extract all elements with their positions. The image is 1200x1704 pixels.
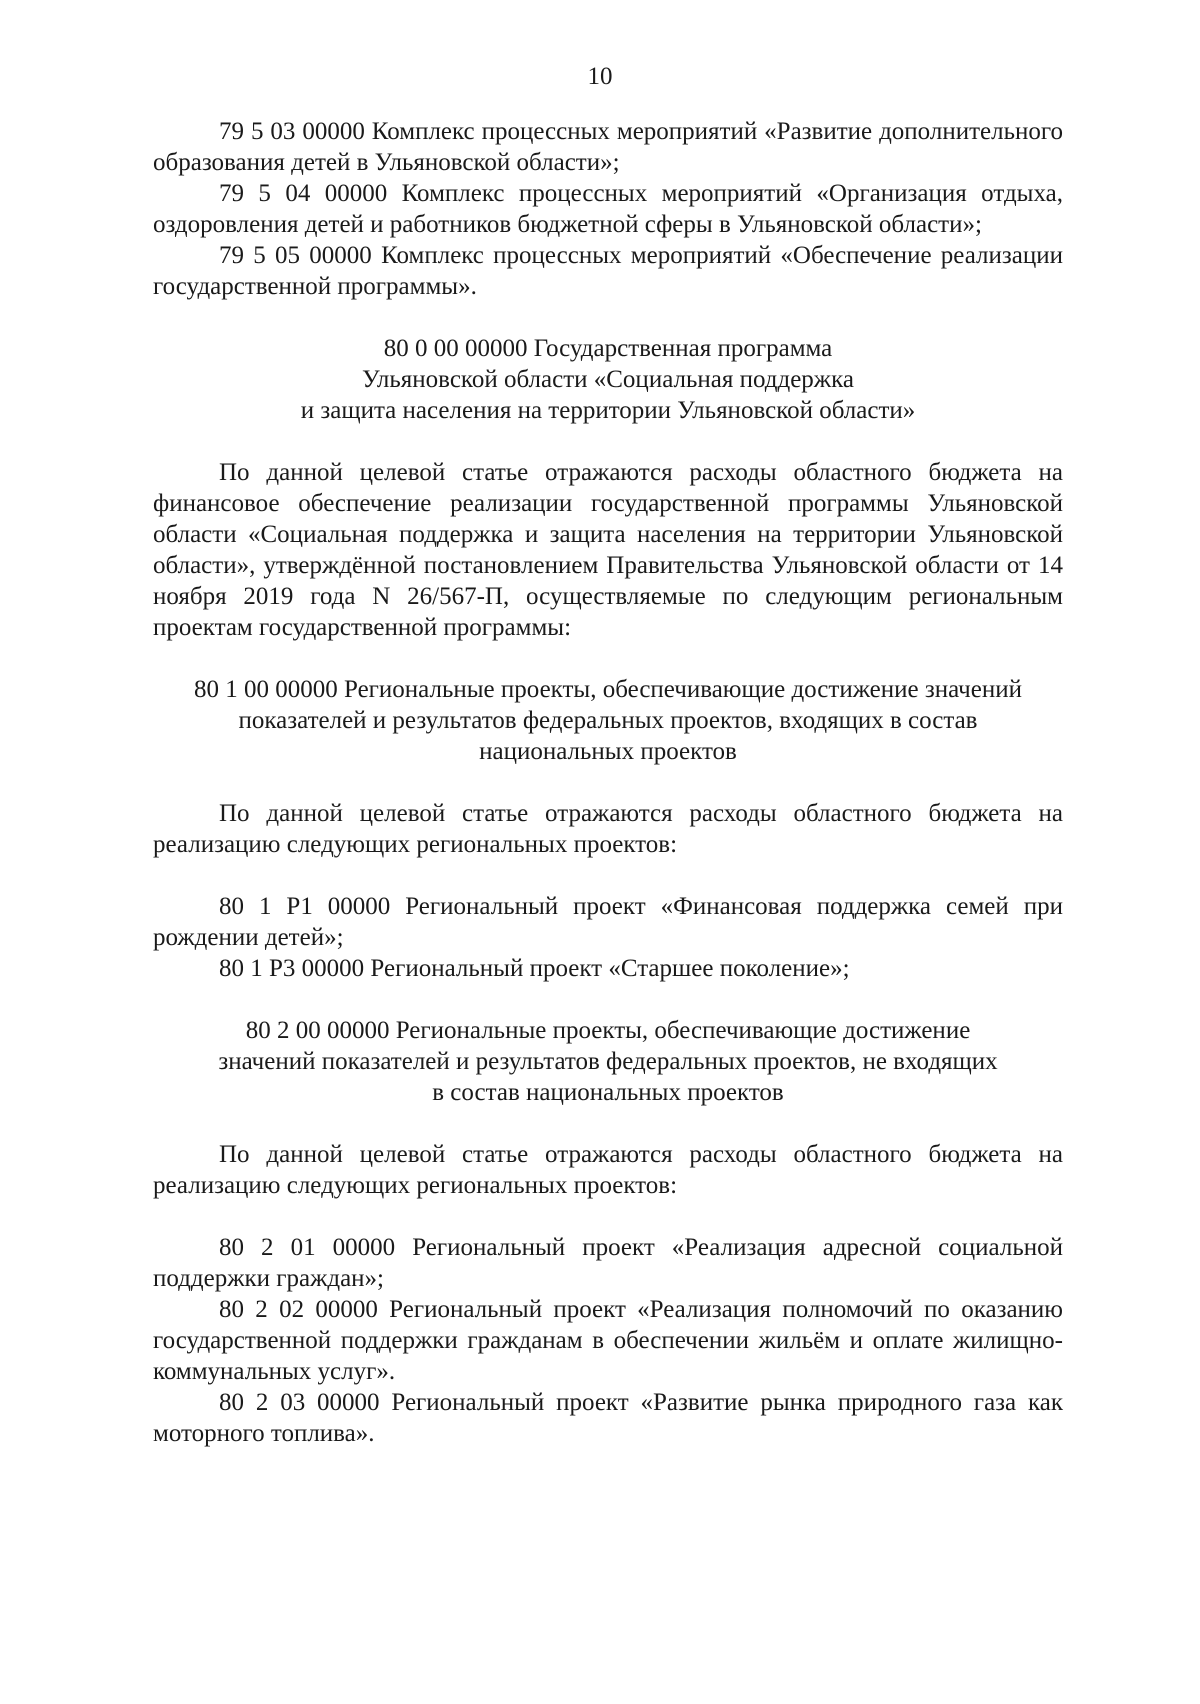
heading-80-1: [153, 674, 1063, 767]
page-number: 10: [587, 63, 613, 90]
heading-program-80: [153, 333, 1063, 426]
spacer: [153, 860, 1063, 891]
paragraph-80-1-p3: 80 1 P3 00000 Региональный проект «Старшее поколение»;: [219, 955, 850, 982]
paragraph-80-2-01: 80 2 01 00000 Региональный проект «Реализация адресной социальной поддержки граждан»;: [153, 1234, 1063, 1292]
heading-line: национальных проектов: [479, 738, 737, 765]
paragraph-79-5-05: 79 5 05 00000 Комплекс процессных мероприятий «Обеспечение реализации государственной программы».: [153, 242, 1063, 300]
heading-line: в состав национальных проектов: [432, 1079, 784, 1106]
paragraph-80-2-description: По данной целевой статье отражаются расходы областного бюджета на реализацию следующих региональных проектов:: [153, 1141, 1063, 1199]
paragraph-program-description: По данной целевой статье отражаются расходы областного бюджета на финансовое обеспечение реализации государственной программы Ульяновской области «Социальная поддержка и защита населения на территории Ульяновской области», утверждённой постановлением Правительства Ульяновской области от 14 ноября 2019 года N 26/567-П, осуществляемые по следующим региональным проектам государственной программы:: [153, 459, 1063, 641]
spacer: [153, 1108, 1063, 1139]
heading-line: 80 2 00 00000 Региональные проекты, обеспечивающие достижение: [245, 1017, 971, 1044]
spacer: [153, 984, 1063, 1015]
spacer: [153, 1201, 1063, 1232]
paragraph-79-5-04: 79 5 04 00000 Комплекс процессных мероприятий «Организация отдыха, оздоровления детей и работников бюджетной сферы в Ульяновской области»;: [153, 180, 1063, 238]
spacer: [153, 426, 1063, 457]
spacer: [153, 302, 1063, 333]
document-body: [153, 116, 1063, 1449]
spacer: [153, 643, 1063, 674]
paragraph-79-5-03: 79 5 03 00000 Комплекс процессных мероприятий «Развитие дополнительного образования детей в Ульяновской области»;: [153, 118, 1063, 176]
paragraph-80-1-p1: 80 1 P1 00000 Региональный проект «Финансовая поддержка семей при рождении детей»;: [153, 893, 1063, 951]
heading-line: Ульяновской области «Социальная поддержка: [362, 366, 854, 393]
spacer: [153, 767, 1063, 798]
paragraph-80-2-03: 80 2 03 00000 Региональный проект «Развитие рынка природного газа как моторного топлива».: [153, 1389, 1063, 1447]
heading-line: 80 0 00 00000 Государственная программа: [383, 335, 833, 362]
paragraph-80-1-description: По данной целевой статье отражаются расходы областного бюджета на реализацию следующих региональных проектов:: [153, 800, 1063, 858]
paragraph-80-2-02: 80 2 02 00000 Региональный проект «Реализация полномочий по оказанию государственной поддержки гражданам в обеспечении жильём и оплате жилищно-коммунальных услуг».: [153, 1296, 1063, 1385]
heading-line: и защита населения на территории Ульяновской области»: [300, 397, 916, 424]
heading-line: значений показателей и результатов федеральных проектов, не входящих: [218, 1048, 998, 1075]
heading-line: показателей и результатов федеральных проектов, входящих в состав: [238, 707, 978, 734]
heading-80-2: [153, 1015, 1063, 1108]
heading-line: 80 1 00 00000 Региональные проекты, обеспечивающие достижение значений: [194, 676, 1022, 703]
